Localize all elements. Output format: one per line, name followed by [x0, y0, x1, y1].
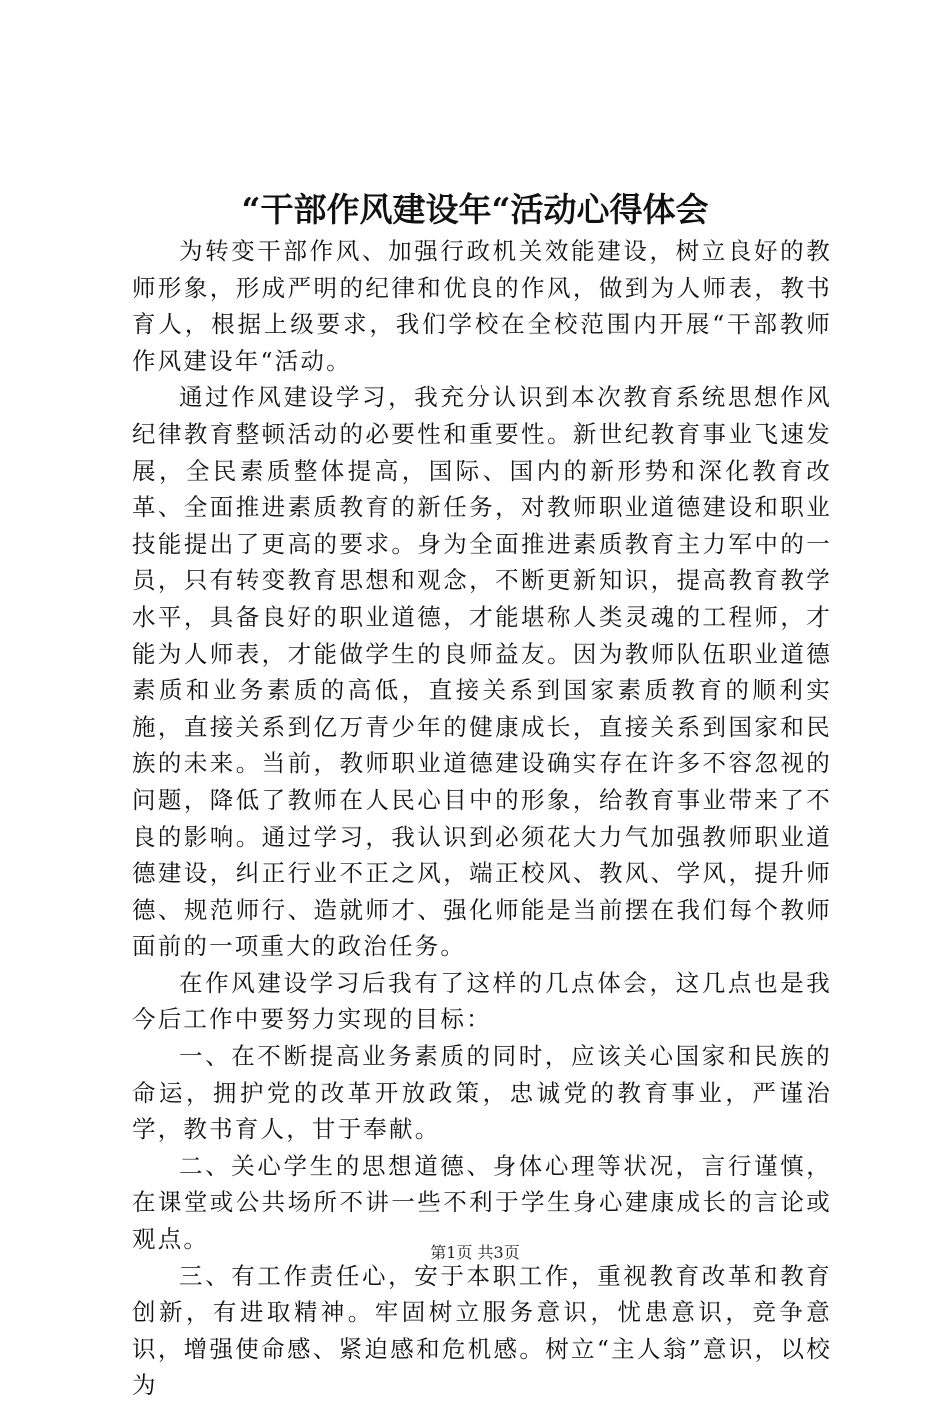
- paragraph-3: 在作风建设学习后我有了这样的几点体会，这几点也是我今后工作中要努力实现的目标：: [132, 968, 832, 1034]
- paragraph-4: 一、在不断提高业务素质的同时，应该关心国家和民族的命运，拥护党的改革开放政策，忠诚党的教育事业，严谨治学，教书育人，甘于奉献。: [132, 1042, 832, 1144]
- paragraph-5: 二、关心学生的思想道德、身体心理等状况，言行谨慎，在课堂或公共场所不讲一些不利于学生身心建康成长的言论或观点。: [132, 1151, 832, 1254]
- document-body: [132, 233, 832, 1404]
- document-title: “干部作风建设年“活动心得体会: [241, 190, 709, 229]
- paragraph-1: 为转变干部作风、加强行政机关效能建设，树立良好的教师形象，形成严明的纪律和优良的作风，做到为人师表，教书育人，根据上级要求，我们学校在全校范围内开展“干部教师作风建设年“活动。: [132, 237, 832, 375]
- page-number-footer: 第1页 共3页: [430, 1243, 520, 1262]
- paragraph-6: 三、有工作责任心，安于本职工作，重视教育改革和教育创新，有进取精神。牢固树立服务意识，忧患意识，竞争意识，增强使命感、紧迫感和危机感。树立“主人翁”意识，以校为: [132, 1261, 832, 1400]
- paragraph-2: 通过作风建设学习，我充分认识到本次教育系统思想作风纪律教育整顿活动的必要性和重要性。新世纪教育事业飞速发展，全民素质整体提高，国际、国内的新形势和深化教育改革、全面推进素质教育的新任务，对教师职业道德建设和职业技能提出了更高的要求。身为全面推进素质教育主力军中的一员，只有转变教育思想和观念，不断更新知识，提高教育教学水平，具备良好的职业道德，才能堪称人类灵魂的工程师，才能为人师表，才能做学生的良师益友。因为教师队伍职业道德素质和业务素质的高低，直接关系到国家素质教育的顺利实施，直接关系到亿万青少年的健康成长，直接关系到国家和民族的未来。当前，教师职业道德建设确实存在许多不容忽视的问题，降低了教师在人民心目中的形象，给教育事业带来了不良的影响。通过学习，我认识到必须花大力气加强教师职业道德建设，纠正行业不正之风，端正校风、教风、学风，提升师德、规范师行、造就师才、强化师能是当前摆在我们每个教师面前的一项重大的政治任务。: [132, 383, 832, 961]
